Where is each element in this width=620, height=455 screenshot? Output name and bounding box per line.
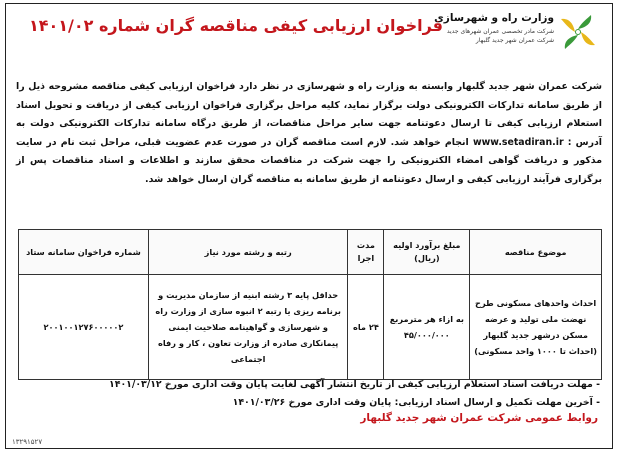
- ministry-logo-icon: [558, 12, 598, 52]
- table-row: [19, 275, 602, 380]
- header-estimate: مبلغ برآورد اولیه (ریال): [384, 230, 470, 275]
- ministry-subtitle-2: شرکت عمران شهر جدید گلبهار: [475, 37, 554, 44]
- page-title: فراخوان ارزیابی کیفی مناقصه گران شماره ۱۴۰۱/۰۲: [28, 16, 444, 35]
- header-number: شماره فراخوان سامانه ستاد: [19, 230, 149, 275]
- public-relations-signature: روابط عمومی شرکت عمران شهر جدید گلبهار: [360, 412, 598, 424]
- note-line-1: - مهلت دریافت اسناد استعلام ارزیابی کیفی از تاریخ انتشار آگهی لغایت پایان وقت اداری مورخ ۱۴۰۱/۰۳/۱۲: [109, 379, 600, 390]
- setad-url-link[interactable]: www.setadiran.ir: [472, 136, 564, 148]
- cell-estimate: به ازاء هر مترمربع ۴۵/۰۰۰/۰۰۰: [384, 275, 470, 380]
- cell-duration: ۲۴ ماه: [348, 275, 384, 380]
- table-header-row: [19, 230, 602, 275]
- announcement-body: [16, 78, 602, 190]
- header-subject: موضوع مناقصه: [470, 230, 602, 275]
- deadline-notes: [18, 376, 600, 412]
- advertisement-frame: [5, 3, 613, 449]
- body-paragraph-2: انجام خواهد شد. لازم است مناقصه گران در صورت عدم عضویت قبلی، مراحل ثبت نام در سایت مذکور و دریافت گواهی امضاء الکترونیکی را جهت شرکت در مناقصات محقق سازند و اطلاعات و اسناد مناقصات پس از برگزاری فرآیند ارزیابی کیفی و ارسال دعوتنامه از طریق سامانه به مناقصه گران ارسال خواهد شد.: [16, 136, 602, 185]
- cell-number: ۲۰۰۱۰۰۱۲۷۶۰۰۰۰۰۲: [19, 275, 149, 380]
- ministry-name: وزارت راه و شهرسازی: [434, 12, 554, 24]
- ministry-logo-block: [434, 8, 602, 72]
- header-rank: رتبه و رشته مورد نیاز: [148, 230, 348, 275]
- ad-code: ۱۳۲۹۱۵۲۷: [12, 438, 43, 446]
- note-line-2: - آخرین مهلت تکمیل و ارسال اسناد ارزیابی: پایان وقت اداری مورخ ۱۴۰۱/۰۳/۲۶: [232, 397, 600, 408]
- body-paragraph-1: شرکت عمران شهر جدید گلبهار وابسته به وزارت راه و شهرسازی در نظر دارد فراخوان ارزیابی کیفی مناقصه مشروحه ذیل را از طریق سامانه تدارکات الکترونیکی دولت برگزار نماید، کلیه مراحل برگزاری فراخوان ارزیابی کیفی از دریافت و تحویل اسناد استعلام ارزیابی کیفی تا ارسال دعوتنامه جهت سایر مراحل مناقصات، از طریق درگاه سامانه تدارکات الکترونیکی دولت به آدرس :: [16, 81, 603, 148]
- cell-subject: احداث واحدهای مسکونی طرح نهضت ملی تولید و عرضه مسکن درشهر جدید گلبهار (احداث تا ۱۰۰۰ واحد مسکونی): [470, 275, 602, 380]
- cell-rank: حداقل پایه ۳ رشته ابنیه از سازمان مدیریت و برنامه ریزی یا رتبه ۲ انبوه سازی از وزارت راه و شهرسازی و گواهینامه صلاحیت ایمنی پیمانکاری صادره از وزارت تعاون ، کار و رفاه اجتماعی: [148, 275, 348, 380]
- ministry-subtitle-1: شرکت مادر تخصصی عمران شهرهای جدید: [446, 28, 554, 35]
- tender-table: [18, 229, 602, 380]
- header-duration: مدت اجرا: [348, 230, 384, 275]
